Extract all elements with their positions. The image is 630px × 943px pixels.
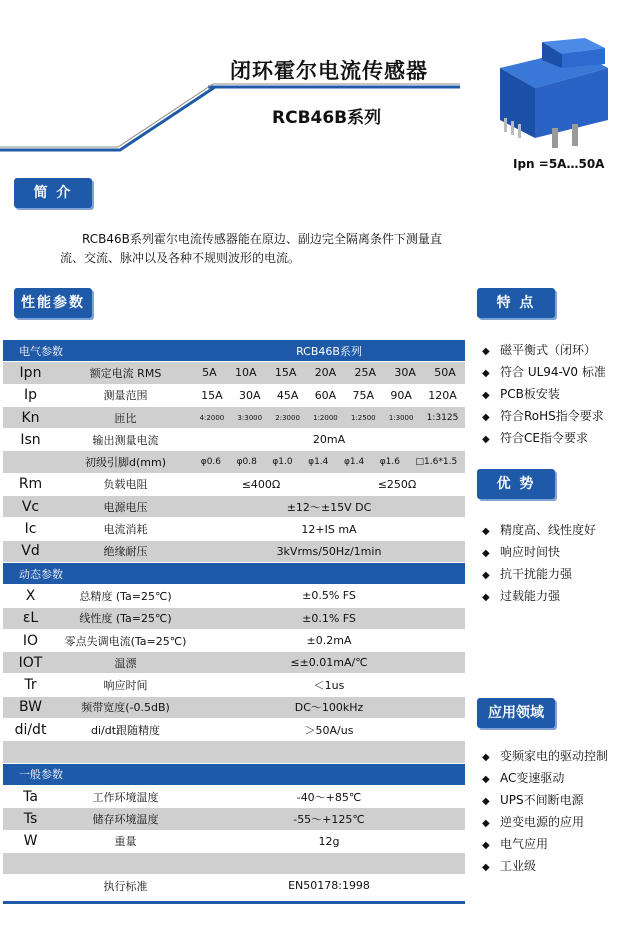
param-symbol: Tr — [3, 674, 58, 696]
param-symbol: Ic — [3, 518, 58, 540]
param-name: 温漂 — [58, 652, 193, 674]
table-row — [3, 429, 465, 451]
applications-list — [482, 745, 608, 877]
diamond-bullet-icon: ◆ — [482, 526, 490, 537]
param-name: 响应时间 — [58, 674, 193, 696]
dynamic-header-row — [3, 562, 465, 584]
param-symbol: Ta — [3, 785, 58, 807]
param-value: φ0.6 — [200, 457, 222, 468]
param-value: φ0.8 — [236, 457, 257, 468]
param-value: 25A — [354, 366, 377, 380]
advantages-list — [482, 519, 596, 607]
table-row — [3, 830, 465, 852]
section-spec-heading: 性能参数 — [14, 288, 92, 318]
param-value: ±0.5% FS — [193, 585, 465, 607]
spec-table — [3, 340, 465, 897]
table-row-empty — [3, 741, 465, 763]
param-value: 3kVrms/50Hz/1min — [193, 540, 465, 562]
list-item: ◆ 符合CE指令要求 — [482, 427, 606, 449]
param-value: 5A — [202, 366, 217, 380]
list-item: ◆ 抗干扰能力强 — [482, 563, 596, 585]
table-row-empty — [3, 852, 465, 874]
param-name: 线性度 (Ta=25℃) — [58, 607, 193, 629]
param-name: 零点失调电流(Ta=25℃) — [58, 629, 193, 651]
param-value: 2:3000 — [275, 413, 300, 422]
general-label: 一般参数 — [3, 763, 465, 785]
section-applications-heading: 应用领域 — [477, 698, 555, 728]
diamond-bullet-icon: ◆ — [482, 818, 490, 829]
param-name: 电源电压 — [58, 496, 193, 518]
list-item: ◆ 磁平衡式（闭环） — [482, 339, 606, 361]
param-value: 75A — [352, 388, 375, 402]
diamond-bullet-icon: ◆ — [482, 346, 490, 357]
param-value: 45A — [276, 388, 299, 402]
table-row — [3, 674, 465, 696]
param-symbol: di/dt — [3, 719, 58, 741]
param-name: 电流消耗 — [58, 518, 193, 540]
param-value: 12g — [193, 830, 465, 852]
param-value: 50A — [434, 366, 456, 380]
param-name: 工作环境温度 — [58, 785, 193, 807]
param-value: 90A — [390, 388, 412, 402]
param-value: ＜1us — [193, 674, 465, 696]
param-value: -40～+85℃ — [193, 785, 465, 807]
diamond-bullet-icon: ◆ — [482, 434, 490, 445]
list-item: ◆ UPS不间断电源 — [482, 789, 608, 811]
param-value: φ1.0 — [272, 457, 293, 468]
section-advantages-heading: 优 势 — [477, 469, 555, 499]
electrical-header-row — [3, 340, 465, 362]
param-value: φ1.4 — [308, 457, 329, 468]
diamond-bullet-icon: ◆ — [482, 548, 490, 559]
param-symbol: IO — [3, 629, 58, 651]
param-name: 重量 — [58, 830, 193, 852]
table-row — [3, 607, 465, 629]
section-features-heading: 特 点 — [477, 288, 555, 318]
param-value: φ1.4 — [343, 457, 365, 468]
list-item: ◆ 响应时间快 — [482, 541, 596, 563]
param-value: -55～+125℃ — [193, 808, 465, 830]
param-symbol: Vd — [3, 540, 58, 562]
list-item: ◆ 过载能力强 — [482, 585, 596, 607]
table-row — [3, 384, 465, 406]
diamond-bullet-icon: ◆ — [482, 368, 490, 379]
list-item: ◆ 逆变电源的应用 — [482, 811, 608, 833]
param-symbol: W — [3, 830, 58, 852]
param-value: 15A — [274, 366, 297, 380]
general-header-row — [3, 763, 465, 785]
param-value: 1:2000 — [313, 413, 338, 422]
param-value: φ1.6 — [379, 457, 400, 468]
table-row — [3, 451, 465, 473]
diamond-bullet-icon: ◆ — [482, 412, 490, 423]
list-item: ◆ AC变速驱动 — [482, 767, 608, 789]
param-value: 30A — [239, 388, 261, 402]
diamond-bullet-icon: ◆ — [482, 840, 490, 851]
page-subtitle: RCB46B系列 — [272, 108, 382, 128]
param-symbol: Isn — [3, 429, 58, 451]
table-row — [3, 362, 465, 384]
diamond-bullet-icon: ◆ — [482, 752, 490, 763]
param-name: 测量范围 — [58, 384, 193, 406]
list-item: ◆ 符合RoHS指令要求 — [482, 405, 606, 427]
param-value: ±0.1% FS — [193, 607, 465, 629]
table-row — [3, 875, 465, 897]
diamond-bullet-icon: ◆ — [482, 592, 490, 603]
param-symbol: Kn — [3, 406, 58, 428]
param-symbol — [3, 451, 58, 473]
diamond-bullet-icon: ◆ — [482, 862, 490, 873]
table-row — [3, 496, 465, 518]
param-value: DC～100kHz — [193, 696, 465, 718]
param-name: 匝比 — [58, 406, 193, 428]
diamond-bullet-icon: ◆ — [482, 774, 490, 785]
param-symbol: εL — [3, 607, 58, 629]
standard-value: EN50178:1998 — [193, 875, 465, 897]
param-value: ±12～±15V DC — [193, 496, 465, 518]
param-symbol: BW — [3, 696, 58, 718]
param-symbol: Rm — [3, 473, 58, 495]
param-symbol: Ip — [3, 384, 58, 406]
param-value: 20A — [314, 366, 337, 380]
param-value: ≤±0.01mA/℃ — [193, 652, 465, 674]
param-name: di/dt跟随精度 — [58, 719, 193, 741]
table-row — [3, 808, 465, 830]
param-value: 1:3000 — [388, 413, 414, 422]
list-item: ◆ 电气应用 — [482, 833, 608, 855]
ipn-range: Ipn =5A…50A — [513, 157, 605, 171]
table-row — [3, 785, 465, 807]
param-name: 绝缘耐压 — [58, 540, 193, 562]
param-value: 10A — [235, 366, 257, 380]
param-name: 额定电流 RMS — [58, 362, 193, 384]
standard-name: 执行标准 — [58, 875, 193, 897]
table-row — [3, 585, 465, 607]
table-bottom-rule — [3, 901, 465, 904]
param-symbol: Ipn — [3, 362, 58, 384]
param-value: ≤250Ω — [377, 477, 417, 491]
intro-text: RCB46B系列霍尔电流传感器能在原边、副边完全隔离条件下测量直流、交流、脉冲以及各种不规则波形的电流。 — [60, 232, 442, 265]
param-name: 频带宽度(-0.5dB) — [58, 696, 193, 718]
param-name: 储存环境温度 — [58, 808, 193, 830]
param-symbol: X — [3, 585, 58, 607]
table-row — [3, 540, 465, 562]
param-value: 60A — [314, 388, 337, 402]
list-item: ◆ 精度高、线性度好 — [482, 519, 596, 541]
param-symbol: IOT — [3, 652, 58, 674]
param-value: ±0.2mA — [193, 629, 465, 651]
param-symbol: Ts — [3, 808, 58, 830]
section-intro-heading: 简 介 — [14, 178, 92, 208]
param-name: 初级引脚d(mm) — [58, 451, 193, 473]
param-symbol: Vc — [3, 496, 58, 518]
param-name: 总精度 (Ta=25℃) — [58, 585, 193, 607]
table-row — [3, 406, 465, 428]
features-list — [482, 339, 606, 449]
diamond-bullet-icon: ◆ — [482, 570, 490, 581]
table-row — [3, 696, 465, 718]
diamond-bullet-icon: ◆ — [482, 796, 490, 807]
param-value: 20mA — [193, 429, 465, 451]
param-value: ＞50A/us — [193, 719, 465, 741]
electrical-label: 电气参数 — [3, 340, 193, 362]
param-value: 4:2000 — [199, 413, 225, 422]
param-value: ≤400Ω — [241, 477, 281, 491]
param-value: 3:3000 — [237, 413, 263, 422]
param-value: 12+IS mA — [193, 518, 465, 540]
table-row — [3, 473, 465, 495]
diamond-bullet-icon: ◆ — [482, 390, 490, 401]
table-row — [3, 719, 465, 741]
param-name: 负载电阻 — [58, 473, 193, 495]
dynamic-label: 动态参数 — [3, 562, 465, 584]
list-item: ◆ 变频家电的驱动控制 — [482, 745, 608, 767]
table-row — [3, 518, 465, 540]
param-value: 120A — [428, 388, 457, 402]
series-label: RCB46B系列 — [193, 340, 465, 362]
param-value: 1:3125 — [426, 412, 459, 423]
list-item: ◆ PCB板安装 — [482, 383, 606, 405]
list-item: ◆ 符合 UL94-V0 标准 — [482, 361, 606, 383]
param-value: 1:2500 — [350, 413, 376, 422]
param-value: 30A — [394, 366, 416, 380]
product-image — [480, 38, 620, 153]
table-row — [3, 629, 465, 651]
param-name: 输出测量电流 — [58, 429, 193, 451]
param-value: □1.6*1.5 — [415, 457, 458, 468]
list-item: ◆ 工业级 — [482, 855, 608, 877]
page-title: 闭环霍尔电流传感器 — [230, 59, 428, 83]
table-row — [3, 652, 465, 674]
param-value: 15A — [201, 388, 223, 402]
